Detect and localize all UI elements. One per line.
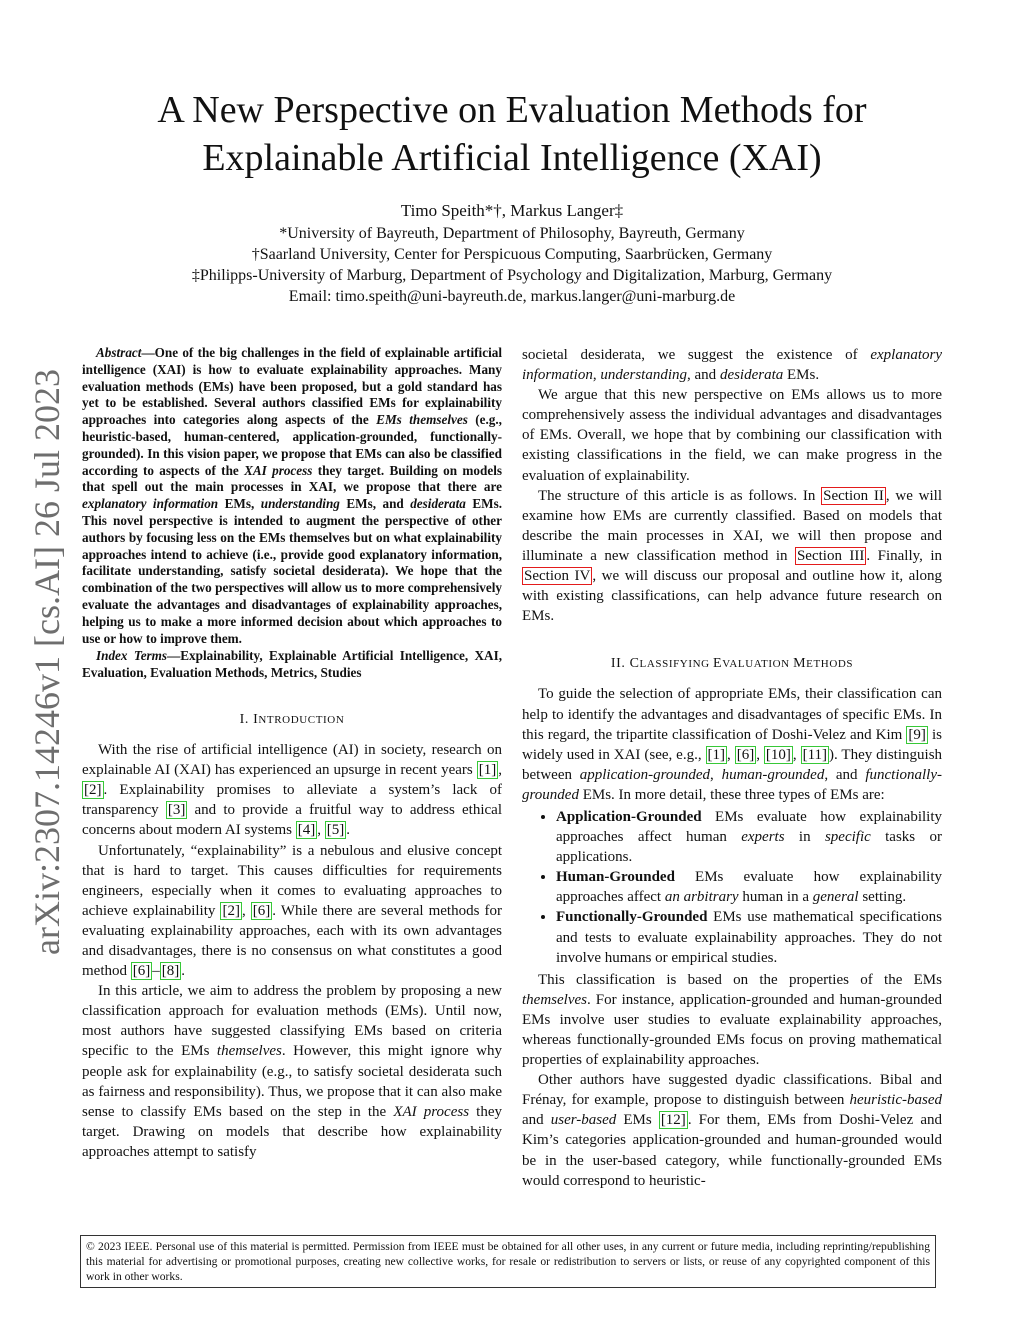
classifying-paragraph-3: Other authors have suggested dyadic classifications. Bibal and Frénay, for example, propose to distinguish between heuristic-based and user-based EMs [12] . For them, EMs from Doshi-Velez and Kim’s categories application-grounded and human-grounded would be in the user-based category, while functionally-grounded EMs would correspond to heuristic- bbox=[522, 1072, 942, 1189]
author-emails[interactable]: Email: timo.speith@uni-bayreuth.de, markus.langer@uni-marburg.de bbox=[288, 288, 736, 305]
em-types-list bbox=[522, 807, 942, 968]
citation-link[interactable]: [5] bbox=[326, 822, 345, 839]
abstract: Abstract—One of the big challenges in the field of explainable artificial intelligence (XAI) is how to evaluate explainability approaches. Many evaluation methods (EMs) have been proposed, but a gold standard has yet to be established. Several authors classified EMs for explainability approaches into categories along aspects of the EMs themselves (e.g., heuristic-based, human-centered, application-grounded, functionally-grounded). In this vision paper, we propose that EMs can also be classified according to aspects of the XAI process they target. Building on models that spell out the main processes in XAI, we propose that there are explanatory information EMs, understanding EMs, and desiderata EMs. This novel perspective is intended to augment the perspective of other authors by focusing less on the EMs themselves but on what explainability approaches intend to achieve (i.e., provide good explanatory information, facilitate understanding, satisfy societal desiderata). We hope that the combination of the two perspectives will allow us to more comprehensively evaluate the advantages and disadvantages of explainability approaches, helping us to make a more informed decision about which approaches to use or how to improve them. bbox=[82, 345, 503, 646]
intro-paragraph-2: Unfortunately, “explainability” is a nebulous and elusive concept that is hard to target. This causes difficulties for requirements engineers, especially when it comes to evaluating approaches to achieve explainability [2] , [6] . While there are several methods for evaluating explainability approaches, each with its own advantages and disadvantages, there is no consensus on what constitutes a good method [6] – [8] . bbox=[82, 842, 503, 980]
intro-paragraph-4: We argue that this new perspective on EMs allows us to more comprehensively assess the individual advantages and disadvantages of EMs. Overall, we hope that by combining our classification with existing classifications in the field, we can make progress in the evaluation of explainability. bbox=[522, 387, 942, 484]
citation-link[interactable]: [6] bbox=[736, 746, 755, 763]
title-line-2: Explainable Artificial Intelligence (XAI) bbox=[202, 137, 822, 179]
citation-link[interactable]: [1] bbox=[478, 762, 497, 779]
section-ref-link[interactable]: Section IV bbox=[524, 568, 591, 585]
citation-link[interactable]: [12] bbox=[660, 1112, 686, 1129]
citation-link[interactable]: [8] bbox=[161, 963, 180, 980]
section-heading-introduction: I. INTRODUCTION bbox=[239, 711, 345, 727]
citation-link[interactable]: [6] bbox=[132, 963, 151, 980]
affiliation-2: †Saarland University, Center for Perspicuous Computing, Saarbrücken, Germany bbox=[251, 246, 773, 263]
intro-paragraph-5: The structure of this article is as follows. In Section II , we will examine how EMs are currently classified. Based on models that describe the main processes in XAI, we will then propose and illuminate a new classification method in Section III . Finally, in Section IV , we will discuss our proposal and outline how it, along with existing classifications, can help advance future research on EMs. bbox=[522, 487, 943, 625]
author-block bbox=[92, 200, 932, 307]
citation-link[interactable]: [9] bbox=[908, 726, 926, 743]
citation-link[interactable]: [2] bbox=[84, 782, 102, 799]
left-column bbox=[82, 345, 502, 1162]
citation-link[interactable]: [3] bbox=[167, 802, 186, 819]
index-terms-label: Index Terms bbox=[96, 648, 168, 664]
index-terms: Index Terms—Explainability, Explainable Artificial Intelligence, XAI, Evaluation, Evaluation Methods, Metrics, Studies bbox=[82, 648, 502, 681]
copyright-notice: © 2023 IEEE. Personal use of this material is permitted. Permission from IEEE must be obtained for all other uses, in any current or future media, including reprinting/republishing this material for advertising or promotional purposes, creating new collective works, for resale or redistribution to servers or lists, or reuse of any copyrighted component of this work in other works. bbox=[80, 1235, 936, 1288]
intro-paragraph-3: In this article, we aim to address the problem by proposing a new classification approach for evaluation methods (EMs). Until now, most authors have suggested classifying EMs based on criteria specific to the EMs themselves. However, this might ignore why people ask for explainability (e.g., to satisfy societal desiderata such as fairness and responsibility). Thus, we propose that it can also make sense to classify EMs based on the step in the XAI process they target. Drawing on models that describe how explainability approaches attempt to satisfy bbox=[82, 983, 503, 1160]
intro-paragraph-1: With the rise of artificial intelligence (AI) in society, research on explainable AI (XAI) has experienced an upsurge in recent years [1] , [2] . Explainability promises to alleviate a system’s lack of transparency [3] and to provide a fruitful way to address ethical concerns about modern AI systems [4] , [5] . bbox=[82, 742, 502, 839]
list-item: • Functionally-Grounded EMs use mathematical specifications and tests to evaluate explainability approaches. They do not involve humans or empirical studies. bbox=[556, 907, 942, 967]
citation-link[interactable]: [2] bbox=[222, 902, 240, 919]
affiliation-1: *University of Bayreuth, Department of Philosophy, Bayreuth, Germany bbox=[279, 225, 745, 242]
right-column bbox=[522, 345, 942, 1191]
citation-link[interactable]: [1] bbox=[707, 746, 726, 763]
section-ref-link[interactable]: Section II bbox=[823, 487, 884, 504]
list-item: • Application-Grounded EMs evaluate how explainability approaches affect human experts in specific tasks or applications. bbox=[556, 807, 942, 867]
citation-link[interactable]: [10] bbox=[765, 746, 791, 763]
citation-link[interactable]: [6] bbox=[252, 902, 271, 919]
citation-link[interactable]: [4] bbox=[297, 822, 316, 839]
section-ref-link[interactable]: Section III bbox=[796, 547, 865, 564]
intro-paragraph-3-continued: societal desiderata, we suggest the existence of explanatory information, understanding, and desiderata EMs. bbox=[522, 347, 942, 384]
classifying-paragraph-2: This classification is based on the properties of the EMs themselves. For instance, application-grounded and human-grounded EMs involve user studies to evaluate explainability approaches, whereas functionally-grounded EMs focus on proving mathematical properties of explainability approaches. bbox=[522, 971, 942, 1069]
list-item: • Human-Grounded EMs evaluate how explainability approaches affect an arbitrary human in a general setting. bbox=[556, 867, 942, 907]
title-line-1: A New Perspective on Evaluation Methods for bbox=[157, 89, 867, 131]
classifying-paragraph-1: To guide the selection of appropriate EMs, their classification can help to identify the advantages and disadvantages of specific EMs. In this regard, the tripartite classification of Doshi-Velez and Kim [9] is widely used in XAI (see, e.g., [1] , [6] , [10] , [11] ). They distinguish between application-grounded, human-grounded, and functionally-grounded EMs. In more detail, these three types of EMs are: bbox=[522, 686, 943, 803]
abstract-label: Abstract bbox=[96, 345, 142, 360]
paper-title bbox=[92, 86, 932, 182]
citation-link[interactable]: [11] bbox=[802, 746, 828, 763]
author-names: Timo Speith*†, Markus Langer‡ bbox=[400, 201, 624, 220]
section-heading-classifying: II. CLASSIFYING EVALUATION METHODS bbox=[610, 656, 854, 672]
affiliation-3: ‡Philipps-University of Marburg, Department of Psychology and Digitalization, Marburg, Germany bbox=[191, 267, 833, 284]
arxiv-identifier-stamp: arXiv:2307.14246v1 [cs.AI] 26 Jul 2023 bbox=[27, 369, 67, 955]
